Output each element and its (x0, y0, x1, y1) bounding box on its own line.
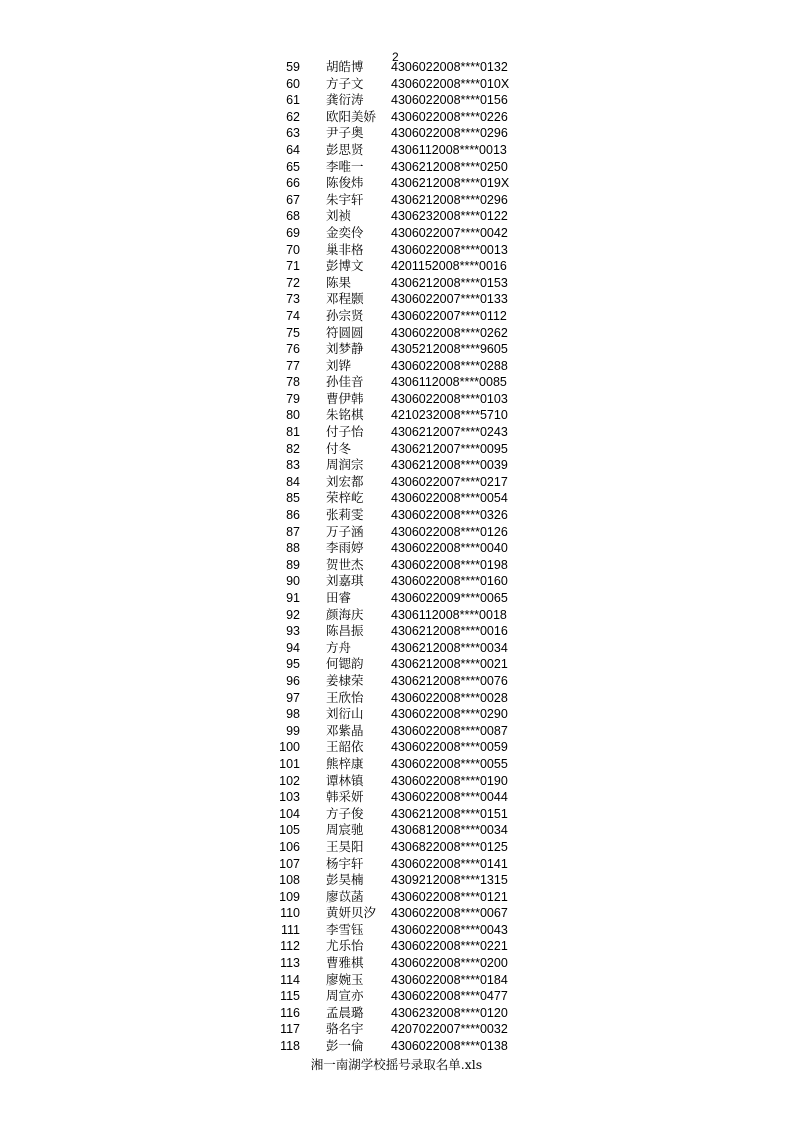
student-name: 廖婉玉 (326, 971, 364, 987)
student-name: 邓紫晶 (326, 722, 364, 738)
student-name: 欧阳美娇 (326, 108, 377, 124)
list-row (0, 424, 793, 441)
student-name: 孟晨璐 (326, 1004, 364, 1020)
student-id-number: 4306022008****0054 (391, 491, 508, 506)
footer-filename: 湘一南湖学校摇号录取名单.xls (310, 1057, 483, 1072)
student-name: 颜海庆 (326, 606, 364, 622)
row-number: 111 (280, 922, 300, 937)
row-number: 113 (280, 956, 300, 971)
list-row (0, 208, 793, 225)
student-name: 刘梦静 (326, 341, 364, 357)
list-row (0, 955, 793, 972)
list-row (0, 391, 793, 408)
list-row (0, 192, 793, 209)
row-number: 81 (286, 425, 300, 440)
student-id-number: 4306022007****0042 (391, 225, 508, 240)
row-number: 86 (286, 508, 300, 523)
list-row (0, 291, 793, 308)
row-number: 63 (286, 126, 300, 141)
list-row (0, 972, 793, 989)
list-row (0, 806, 793, 823)
row-number: 75 (286, 325, 300, 340)
student-name: 周宸驰 (326, 822, 364, 838)
student-name: 谭林镇 (326, 772, 364, 788)
student-id-number: 4306022008****0288 (391, 358, 508, 373)
student-id-number: 4306112008****0013 (391, 142, 507, 157)
list-row (0, 76, 793, 93)
student-id-number: 4306022008****0138 (391, 1039, 508, 1054)
student-name: 刘衍山 (326, 706, 364, 722)
student-id-number: 4306022008****0190 (391, 773, 508, 788)
student-id-number: 4306212007****0243 (391, 425, 508, 440)
student-id-number: 4210232008****5710 (391, 408, 508, 423)
row-number: 107 (279, 856, 300, 871)
student-id-number: 4306022007****0112 (391, 308, 507, 323)
list-row (0, 125, 793, 142)
list-row (0, 457, 793, 474)
row-number: 73 (286, 292, 300, 307)
student-name: 方舟 (326, 639, 352, 655)
row-number: 99 (286, 723, 300, 738)
student-name: 李雪钰 (326, 921, 364, 937)
row-number: 95 (286, 657, 300, 672)
student-name: 刘祯 (326, 208, 352, 224)
student-name: 张莉雯 (326, 507, 364, 523)
student-id-number: 4306022008****0103 (391, 391, 508, 406)
student-id-number: 4306212008****0021 (391, 657, 508, 672)
list-row (0, 839, 793, 856)
list-row (0, 92, 793, 109)
row-number: 105 (279, 823, 300, 838)
student-id-number: 4305212008****9605 (391, 342, 508, 357)
list-row (0, 706, 793, 723)
row-number: 70 (286, 242, 300, 257)
student-id-number: 4306812008****0034 (391, 823, 508, 838)
student-id-number: 4306212008****0296 (391, 192, 508, 207)
student-id-number: 4306112008****0018 (391, 607, 507, 622)
student-name: 黄妍贝汐 (326, 905, 377, 921)
student-name: 符圆圆 (326, 324, 364, 340)
list-row (0, 905, 793, 922)
list-row (0, 1005, 793, 1022)
student-name: 金奕伶 (326, 224, 364, 240)
student-name: 周宣亦 (326, 988, 364, 1004)
student-name: 胡皓博 (326, 59, 364, 74)
list-row (0, 275, 793, 292)
list-row (0, 490, 793, 507)
list-row (0, 524, 793, 541)
list-row (0, 341, 793, 358)
student-name: 陈昌振 (326, 623, 364, 639)
student-id-number: 4306022008****0160 (391, 574, 508, 589)
student-name: 刘嘉琪 (326, 573, 364, 589)
row-number: 108 (279, 873, 300, 888)
student-id-number: 4306022008****0013 (391, 242, 508, 257)
student-id-number: 4306022008****0290 (391, 707, 508, 722)
student-name: 孙宗贤 (326, 307, 364, 323)
student-name: 彭思贤 (326, 141, 364, 157)
student-id-number: 4306232008****0120 (391, 1005, 508, 1020)
list-row (0, 607, 793, 624)
student-id-number: 4306822008****0125 (391, 839, 508, 854)
list-row (0, 822, 793, 839)
list-row (0, 109, 793, 126)
list-row (0, 856, 793, 873)
row-number: 102 (279, 773, 300, 788)
list-row (0, 557, 793, 574)
row-number: 98 (286, 707, 300, 722)
row-number: 116 (280, 1005, 300, 1020)
student-id-number: 4306212008****0153 (391, 275, 508, 290)
row-number: 91 (286, 591, 300, 605)
student-name: 荣梓屹 (326, 490, 364, 506)
page-number: 2 (392, 50, 399, 64)
student-name: 杨宇轩 (326, 855, 364, 871)
list-row (0, 673, 793, 690)
student-name: 付子怡 (326, 424, 364, 440)
row-number: 110 (280, 906, 300, 921)
row-number: 109 (279, 889, 300, 904)
student-id-number: 4306022008****0126 (391, 524, 508, 539)
student-id-number: 4306022008****0059 (391, 740, 508, 755)
student-name: 陈果 (326, 274, 352, 290)
student-name: 孙佳音 (326, 374, 364, 390)
row-number: 84 (286, 474, 300, 489)
student-id-number: 4306022008****0040 (391, 541, 508, 556)
student-name: 王韶依 (326, 739, 364, 755)
student-id-number: 4207022007****0032 (391, 1022, 508, 1037)
row-number: 62 (286, 109, 300, 124)
student-id-number: 4306022008****0043 (391, 922, 508, 937)
list-row (0, 872, 793, 889)
student-id-number: 4306022008****0262 (391, 325, 508, 340)
student-id-number: 4306022007****0217 (391, 474, 508, 489)
row-number: 59 (286, 60, 300, 74)
row-number: 67 (286, 192, 300, 207)
student-name: 何锶韵 (326, 656, 364, 672)
row-number: 117 (280, 1022, 300, 1037)
student-id-number: 4306022008****0028 (391, 690, 508, 705)
list-row (0, 889, 793, 906)
student-name: 朱铭棋 (326, 407, 364, 423)
list-row (0, 540, 793, 557)
student-name: 方子文 (326, 75, 364, 91)
student-id-number: 4306022008****010X (391, 76, 510, 91)
list-row (0, 1038, 793, 1055)
list-row (0, 242, 793, 259)
list-row (0, 441, 793, 458)
student-id-number: 4306022008****0141 (391, 856, 508, 871)
row-number: 66 (286, 176, 300, 191)
row-number: 115 (280, 989, 300, 1004)
row-number: 69 (286, 225, 300, 240)
student-name: 付冬 (326, 440, 352, 456)
row-number: 94 (286, 640, 300, 655)
student-id-number: 4306022008****0200 (391, 956, 508, 971)
student-name: 王昊阳 (326, 838, 364, 854)
student-name: 廖苡菡 (326, 888, 364, 904)
student-name: 邓程颢 (326, 291, 364, 307)
student-id-number: 4306022008****0087 (391, 723, 508, 738)
student-name: 王欣怡 (326, 689, 364, 705)
row-number: 104 (279, 806, 300, 821)
student-name: 陈俊炜 (326, 175, 364, 191)
student-name: 李雨婷 (326, 540, 364, 556)
row-number: 65 (286, 159, 300, 174)
row-number: 71 (286, 259, 300, 274)
student-name: 龚衍涛 (326, 92, 364, 108)
row-number: 72 (286, 275, 300, 290)
row-number: 101 (279, 756, 300, 771)
list-row (0, 308, 793, 325)
student-id-number: 4306022008****0226 (391, 109, 508, 124)
admission-list (0, 59, 793, 1055)
list-row (0, 474, 793, 491)
row-number: 64 (286, 142, 300, 157)
student-name: 姜棣荣 (326, 672, 364, 688)
student-id-number: 4306022008****0184 (391, 972, 508, 987)
list-row (0, 690, 793, 707)
list-row (0, 938, 793, 955)
student-id-number: 4306022008****0044 (391, 790, 508, 805)
student-name: 田睿 (326, 590, 352, 605)
row-number: 77 (286, 358, 300, 373)
row-number: 85 (286, 491, 300, 506)
row-number: 114 (280, 972, 300, 987)
student-id-number: 4306022007****0133 (391, 292, 508, 307)
student-name: 彭博文 (326, 258, 364, 274)
student-id-number: 4306022008****0121 (391, 889, 508, 904)
row-number: 78 (286, 375, 300, 390)
student-name: 巢非格 (326, 241, 364, 257)
list-row (0, 159, 793, 176)
student-id-number: 4306212008****0034 (391, 640, 508, 655)
list-row (0, 988, 793, 1005)
row-number: 92 (286, 607, 300, 622)
student-id-number: 4306212008****0016 (391, 624, 508, 639)
student-id-number: 4306212008****0151 (391, 806, 508, 821)
student-name: 骆名宇 (326, 1021, 364, 1037)
list-row (0, 773, 793, 790)
row-number: 100 (279, 740, 300, 755)
student-name: 彭一倫 (326, 1038, 364, 1054)
student-name: 刘铧 (326, 357, 352, 373)
student-name: 尤乐怡 (326, 938, 364, 954)
list-row (0, 507, 793, 524)
student-name: 周润宗 (326, 457, 364, 473)
row-number: 96 (286, 673, 300, 688)
list-row (0, 325, 793, 342)
student-id-number: 4306212008****0250 (391, 159, 508, 174)
student-id-number: 4306022008****0132 (391, 60, 508, 74)
student-name: 曹雅棋 (326, 955, 364, 971)
student-name: 尹子奥 (326, 125, 364, 141)
student-name: 韩采妍 (326, 789, 364, 805)
student-id-number: 4306022008****0296 (391, 126, 508, 141)
row-number: 61 (286, 93, 300, 108)
list-row (0, 723, 793, 740)
list-row (0, 225, 793, 242)
student-id-number: 4306022008****0156 (391, 93, 508, 108)
student-id-number: 4306112008****0085 (391, 375, 507, 390)
list-row (0, 374, 793, 391)
student-name: 万子涵 (326, 523, 364, 539)
student-name: 熊梓康 (326, 755, 364, 771)
list-row (0, 59, 793, 76)
student-id-number: 4306022009****0065 (391, 591, 508, 605)
student-id-number: 4309212008****1315 (391, 873, 508, 888)
row-number: 112 (280, 939, 300, 954)
list-row (0, 789, 793, 806)
row-number: 80 (286, 408, 300, 423)
row-number: 79 (286, 391, 300, 406)
list-row (0, 756, 793, 773)
student-id-number: 4306022008****0326 (391, 508, 508, 523)
list-row (0, 656, 793, 673)
row-number: 90 (286, 574, 300, 589)
student-name: 李唯一 (326, 158, 364, 174)
student-id-number: 4306212008****019X (391, 176, 510, 191)
student-id-number: 4306212008****0039 (391, 458, 508, 473)
row-number: 74 (286, 308, 300, 323)
row-number: 89 (286, 557, 300, 572)
row-number: 93 (286, 624, 300, 639)
row-number: 118 (280, 1039, 300, 1054)
row-number: 83 (286, 458, 300, 473)
list-row (0, 922, 793, 939)
list-row (0, 1021, 793, 1038)
row-number: 76 (286, 342, 300, 357)
list-row (0, 358, 793, 375)
student-id-number: 4306022008****0067 (391, 906, 508, 921)
row-number: 68 (286, 209, 300, 224)
row-number: 87 (286, 524, 300, 539)
student-name: 贺世杰 (326, 556, 364, 572)
list-row (0, 640, 793, 657)
student-id-number: 4306022008****0221 (391, 939, 508, 954)
student-name: 朱宇轩 (326, 191, 364, 207)
list-row (0, 590, 793, 607)
student-name: 刘宏都 (326, 473, 364, 489)
row-number: 103 (279, 790, 300, 805)
row-number: 88 (286, 541, 300, 556)
student-id-number: 4306212007****0095 (391, 441, 508, 456)
list-row (0, 573, 793, 590)
list-row (0, 175, 793, 192)
student-name: 方子俊 (326, 805, 364, 821)
student-id-number: 4306022008****0477 (391, 989, 508, 1004)
list-row (0, 142, 793, 159)
student-name: 曹伊韩 (326, 390, 364, 406)
row-number: 97 (286, 690, 300, 705)
student-name: 彭昊楠 (326, 872, 364, 888)
row-number: 82 (286, 441, 300, 456)
row-number: 106 (279, 839, 300, 854)
list-row (0, 739, 793, 756)
list-row (0, 407, 793, 424)
student-id-number: 4306022008****0198 (391, 557, 508, 572)
student-id-number: 4201152008****0016 (391, 259, 507, 274)
list-row (0, 623, 793, 640)
list-row (0, 258, 793, 275)
student-id-number: 4306212008****0076 (391, 673, 508, 688)
student-id-number: 4306022008****0055 (391, 756, 508, 771)
row-number: 60 (286, 76, 300, 91)
student-id-number: 4306232008****0122 (391, 209, 508, 224)
